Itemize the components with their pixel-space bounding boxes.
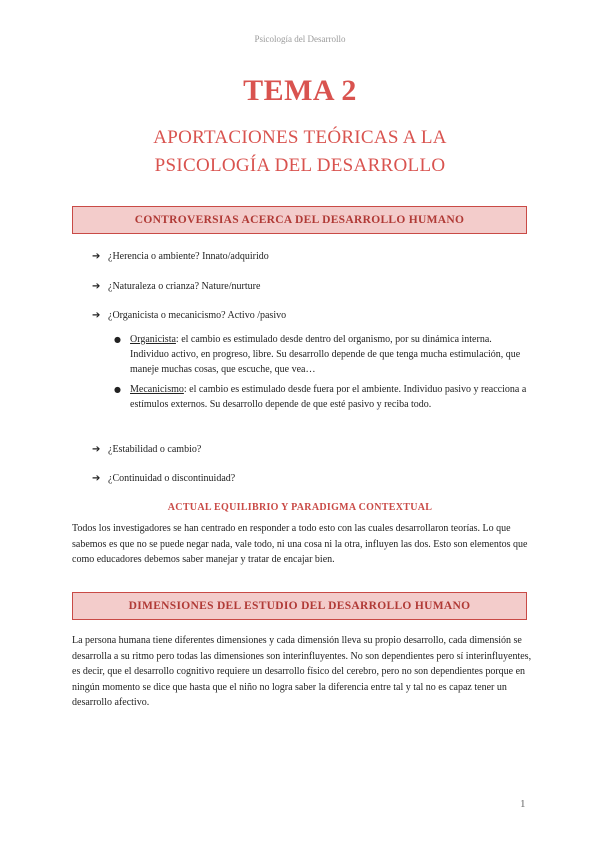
subtitle-line-1: APORTACIONES TEÓRICAS A LA	[153, 127, 447, 148]
subtitle-line-2: PSICOLOGÍA DEL DESARROLLO	[154, 155, 446, 176]
bullet-term: Organicista	[130, 334, 176, 345]
list-item	[92, 310, 286, 321]
list-item-text: ¿Naturaleza o crianza? Nature/nurture	[108, 281, 261, 292]
arrow-right-icon: ➔	[92, 281, 101, 292]
running-header: Psicología del Desarrollo	[254, 34, 346, 44]
arrow-right-icon: ➔	[92, 473, 101, 484]
bullet-dot-icon: ●	[114, 385, 121, 394]
paragraph-dimensiones: La persona humana tiene diferentes dimensiones y cada dimensión lleva su propio desarrollo, cada dimensión se desarrolla a su ritmo pero todas las dimensiones son interinfluyentes. No son dependientes pero sí interinfluyentes, es decir, que el desarrollo cognitivo requiere un desarrollo físico del cerebro, pero no son dependientes porque en ningún momento se dice que hasta que el niño no logra saber la diferencia entre tal y tal no es capaz tener un desarrollo afectivo.	[72, 635, 532, 708]
list-item	[92, 281, 260, 292]
list-item-text: ¿Organicista o mecanicismo? Activo /pasivo	[108, 310, 287, 321]
list-item-text: ¿Continuidad o discontinuidad?	[108, 473, 236, 484]
paragraph-investigadores: Todos los investigadores se han centrado en responder a todo esto con las cuales desarrollaron teorías. Lo que sabemos es que no se puede negar nada, vale todo, ni una cosa ni la otra, influyen las dos. Esto son elementos que como educadores debemos saber manejar y tratar de encajar bien.	[72, 523, 528, 565]
page-subtitle	[60, 124, 540, 180]
bullet-dot-icon: ●	[114, 335, 121, 344]
bullet-text: : el cambio es estimulado desde dentro del organismo, por su dinámica interna. Individuo activo, en progreso, libre. Su desarrollo depende de que tenga mucha estimulación, que maneje muchas cosas, que escuche, que vea…	[130, 334, 521, 375]
bullet-text: : el cambio es estimulado desde fuera por el ambiente. Individuo pasivo y reacciona a estímulos externos. Su desarrollo depende de que esté pasivo y reciba todo.	[130, 384, 527, 410]
list-item-text: ¿Estabilidad o cambio?	[108, 444, 202, 455]
subheading-equilibrio: ACTUAL EQUILIBRIO Y PARADIGMA CONTEXTUAL	[167, 502, 433, 513]
list-item	[92, 251, 269, 262]
section-heading-dimensiones: DIMENSIONES DEL ESTUDIO DEL DESARROLLO HUMANO	[72, 592, 527, 620]
bullet-term: Mecanicismo	[130, 384, 184, 395]
list-item-text: ¿Herencia o ambiente? Innato/adquirido	[108, 251, 269, 262]
section-heading-controversias: CONTROVERSIAS ACERCA DEL DESARROLLO HUMANO	[72, 206, 527, 234]
arrow-right-icon: ➔	[92, 444, 101, 455]
list-item	[92, 444, 201, 455]
bullet-mecanicismo	[114, 382, 530, 412]
bullet-organicista	[114, 332, 530, 377]
list-item	[92, 473, 235, 484]
arrow-right-icon: ➔	[92, 310, 101, 321]
arrow-right-icon: ➔	[92, 251, 101, 262]
page-title: TEMA 2	[243, 74, 357, 107]
page-number: 1	[520, 798, 526, 810]
